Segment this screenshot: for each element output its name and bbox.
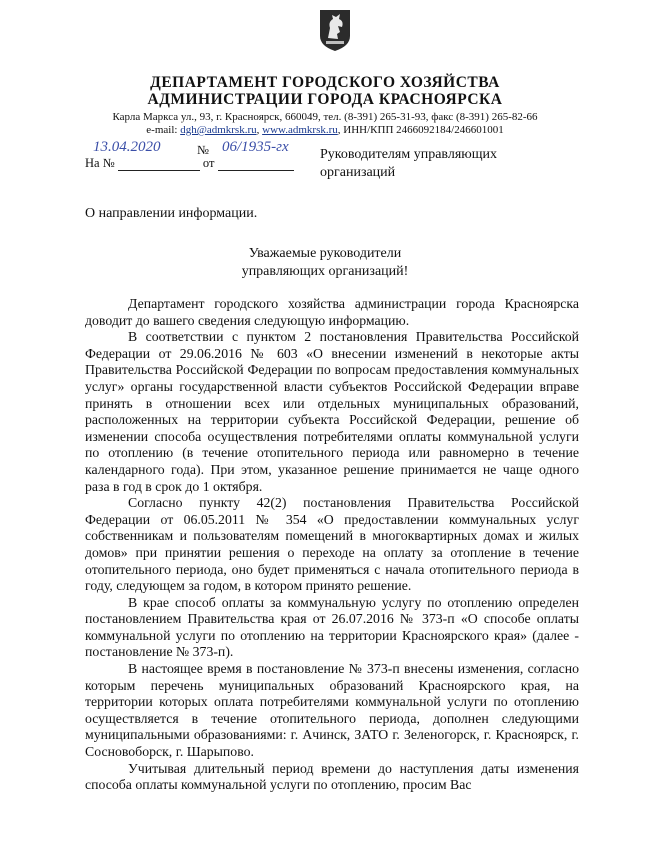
department-address: Карла Маркса ул., 93, г. Красноярск, 660049, тел. (8-391) 265-31-93, факс (8-391) 265-82-66 bbox=[112, 111, 538, 123]
on-number-blank bbox=[118, 170, 200, 171]
inn-kpp: , ИНН/КПП 2466092184/246601001 bbox=[337, 124, 504, 136]
body-paragraph: Департамент городского хозяйства администрации города Красноярска доводит до вашего сведения следующую информацию. bbox=[85, 296, 579, 328]
body-paragraph: В настоящее время в постановление № 373-п внесены изменения, согласно которым перечень муниципальных образований Красноярского края, на территории которых оплата потребителями коммунальной услуги по отоплению осуществляется в течение отопительного периода, дополнен следующими муниципальными образованиями: г. Ачинск, ЗАТО г. Зеленогорск, г. Красноярск, г. Сосновоборск, г. Шарыпово. bbox=[85, 661, 579, 760]
number-label: № bbox=[197, 143, 209, 157]
email-label: e-mail: bbox=[146, 124, 181, 136]
department-title-line1: ДЕПАРТАМЕНТ ГОРОДСКОГО ХОЗЯЙСТВА bbox=[150, 74, 500, 91]
salutation-line1: Уважаемые руководители bbox=[248, 246, 402, 261]
letter-body bbox=[85, 296, 579, 794]
addressee-line2: организаций bbox=[320, 165, 396, 180]
city-coat-of-arms-icon bbox=[318, 8, 352, 52]
department-title-line2: АДМИНИСТРАЦИИ ГОРОДА КРАСНОЯРСКА bbox=[147, 91, 503, 108]
body-paragraph: В соответствии с пунктом 2 постановления Правительства Российской Федерации от 29.06.2016 № 603 «О внесении изменений в некоторые акты Правительства Российской Федерации по вопросам предоставления коммунальных услуг» органы государственной власти субъектов Российской Федерации вправе принять в отношении всех или отдельных муниципальных образований, расположенных на территории субъекта Российской Федерации, решение об изменении способа осуществления потребителями оплаты коммунальной услуги по отоплению (в течение отопительного периода или равномерно в течение календарного года). При этом, указанное решение принимается не чаще одного раза в год в срок до 1 октября. bbox=[85, 329, 579, 494]
email-link[interactable]: dgh@admkrsk.ru bbox=[180, 124, 257, 136]
handwritten-number: 06/1935-гх bbox=[222, 139, 289, 155]
on-number-label: На № bbox=[85, 156, 115, 170]
letter-subject: О направлении информации. bbox=[85, 206, 258, 221]
from-label: от bbox=[202, 156, 215, 170]
department-contacts bbox=[0, 123, 650, 137]
from-date-blank bbox=[218, 170, 294, 171]
website-link[interactable]: www.admkrsk.ru bbox=[262, 124, 338, 136]
contacts-separator: , bbox=[256, 124, 263, 136]
addressee bbox=[320, 146, 497, 182]
salutation-line2: управляющих организаций! bbox=[241, 264, 409, 279]
body-paragraph: Согласно пункту 42(2) постановления Правительства Российской Федерации от 06.05.2011 № 354 «О предоставлении коммунальных услуг собственникам и пользователям помещений в многоквартирных домах и жилых домов» при принятии решения о переходе на оплату за отопление в течение отопительного периода, оно будет применяться с начала отопительного периода в году, следующем за годом, в котором принято решение. bbox=[85, 495, 579, 594]
addressee-line1: Руководителям управляющих bbox=[320, 147, 498, 162]
salutation bbox=[0, 245, 650, 281]
body-paragraph: В крае способ оплаты за коммунальную услугу по отоплению определен постановлением Правительства края от 26.07.2016 № 373-п «О способе оплаты коммунальной услуги по отоплению на территории Красноярского края» (далее - постановление № 373-п). bbox=[85, 594, 579, 660]
body-paragraph: Учитывая длительный период времени до наступления даты изменения способа оплаты коммунальной услуги по отоплению, просим Вас bbox=[85, 760, 579, 793]
handwritten-date: 13.04.2020 bbox=[93, 139, 161, 155]
